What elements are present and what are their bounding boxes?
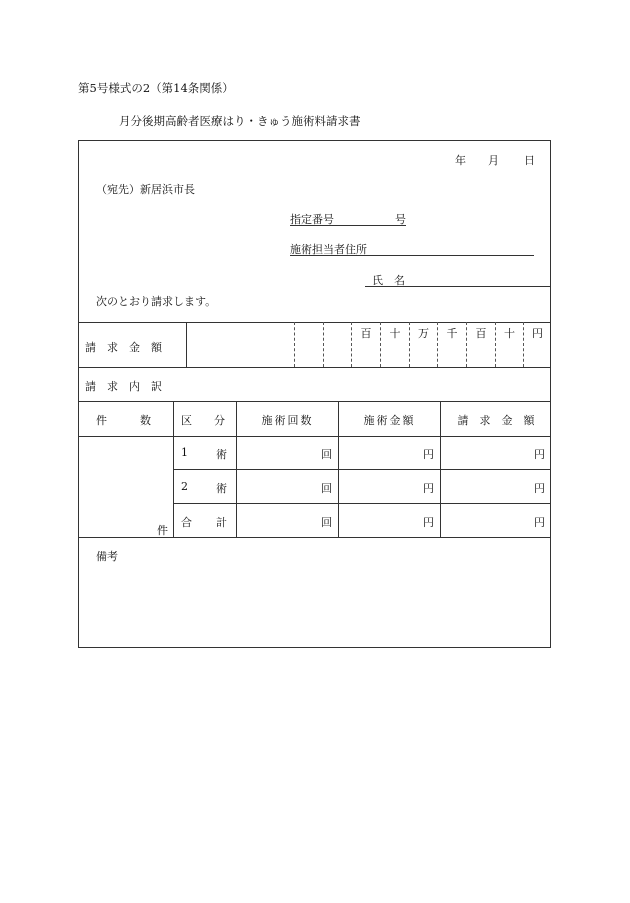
address-underline [290,255,534,256]
date-day: 日 [524,154,535,167]
unit-thousand: 千 [446,327,458,340]
count-unit: 件 [157,524,168,537]
amount-bottom-line [78,367,551,368]
date-year: 年 [455,154,466,167]
unit-ten-thousand: 万 [418,327,429,340]
unit-ten-thousand-ten: 十 [389,327,401,340]
row2-category-label: 術 [216,482,227,495]
date-month: 月 [488,154,499,167]
header-count: 件 数 [96,414,151,427]
row1-treatment-unit: 円 [423,448,434,461]
addressee: （宛先）新居浜市長 [96,183,195,196]
row2-bottom-line [173,503,551,504]
unit-yen: 円 [532,327,543,340]
breakdown-bottom-line [78,537,551,538]
row1-category-num: 1 [181,446,188,459]
col-divider-count [173,401,174,537]
row1-sessions-unit: 回 [321,448,332,461]
breakdown-header-top-line [78,401,551,402]
name-label: 氏 名 [372,274,405,287]
amount-top-line [78,322,551,323]
unit-hundred-thousand: 百 [360,327,372,340]
designation-unit: 号 [395,213,406,226]
address-label: 施術担当者住所 [290,243,367,256]
row2-sessions-unit: 回 [321,482,332,495]
remarks-label: 備考 [96,550,118,563]
row2-category-num: 2 [181,480,188,493]
header-claim-amount: 請 求 金 額 [457,414,535,427]
row1-category-label: 術 [216,448,227,461]
request-text: 次のとおり請求します。 [96,295,217,308]
breakdown-label: 請 求 内 訳 [85,380,162,393]
digit-divider [323,322,324,367]
row3-treatment-unit: 円 [423,516,434,529]
row2-claim-unit: 円 [534,482,545,495]
name-underline [365,286,550,287]
row3-claim-unit: 円 [534,516,545,529]
designation-label: 指定番号 [290,213,334,226]
amount-label: 請 求 金 額 [85,341,162,354]
row2-treatment-unit: 円 [423,482,434,495]
form-title: 月分後期高齢者医療はり・きゅう施術料請求書 [119,114,361,128]
row1-claim-unit: 円 [534,448,545,461]
row3-sessions-unit: 回 [321,516,332,529]
header-category: 区 分 [181,414,225,427]
digit-divider [294,322,295,367]
form-number: 第5号様式の2（第14条関係） [78,81,234,95]
row1-bottom-line [173,469,551,470]
amount-label-divider [186,322,187,367]
row3-category-num: 合 [181,516,192,529]
unit-ten: 十 [504,327,515,340]
breakdown-header-bottom-line [78,436,551,437]
header-treatment-amount: 施術金額 [363,414,416,427]
row3-category-label: 計 [216,516,227,529]
unit-hundred: 百 [475,327,487,340]
designation-underline [290,225,406,226]
header-sessions: 施術回数 [261,414,314,427]
